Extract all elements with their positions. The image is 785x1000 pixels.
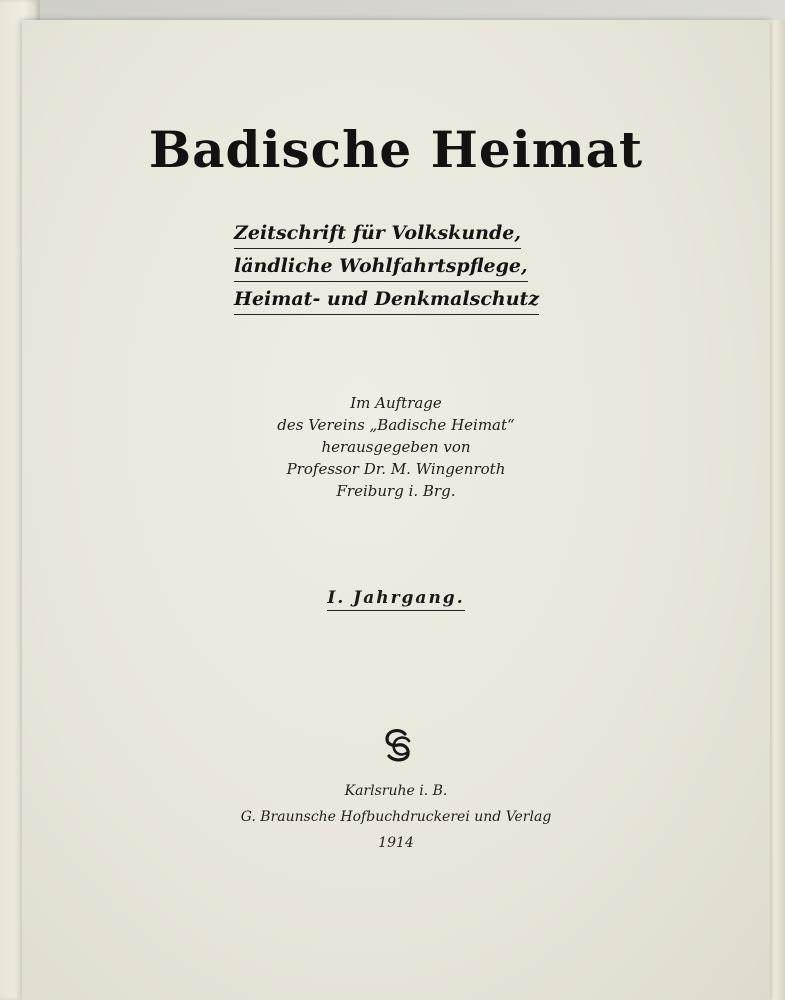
imprint-year: 1914: [378, 835, 414, 851]
credit-line: Professor Dr. M. Wingenroth: [286, 460, 506, 478]
subtitle-line: ländliche Wohlfahrtspflege,: [234, 253, 528, 282]
volume-text: I. Jahrgang.: [327, 588, 464, 611]
credit-line: Freiburg i. Brg.: [336, 482, 456, 500]
publisher-monogram-icon: [378, 725, 418, 765]
subtitle-line: Zeitschrift für Volkskunde,: [234, 220, 521, 249]
imprint-city: Karlsruhe i. B.: [344, 783, 448, 799]
imprint-publisher: G. Braunsche Hofbuchdruckerei und Verlag: [240, 809, 552, 825]
volume-label: [22, 588, 770, 611]
page-title: Badische Heimat: [148, 120, 644, 179]
subtitle: [234, 220, 540, 319]
editor-credit: [22, 392, 770, 502]
title-page: [22, 20, 770, 1000]
imprint: [22, 778, 770, 856]
credit-line: des Vereins „Badische Heimat“: [277, 416, 515, 434]
credit-line: herausgegeben von: [321, 438, 471, 456]
credit-line: Im Auftrage: [350, 394, 442, 412]
subtitle-line: Heimat- und Denkmalschutz: [234, 286, 539, 315]
